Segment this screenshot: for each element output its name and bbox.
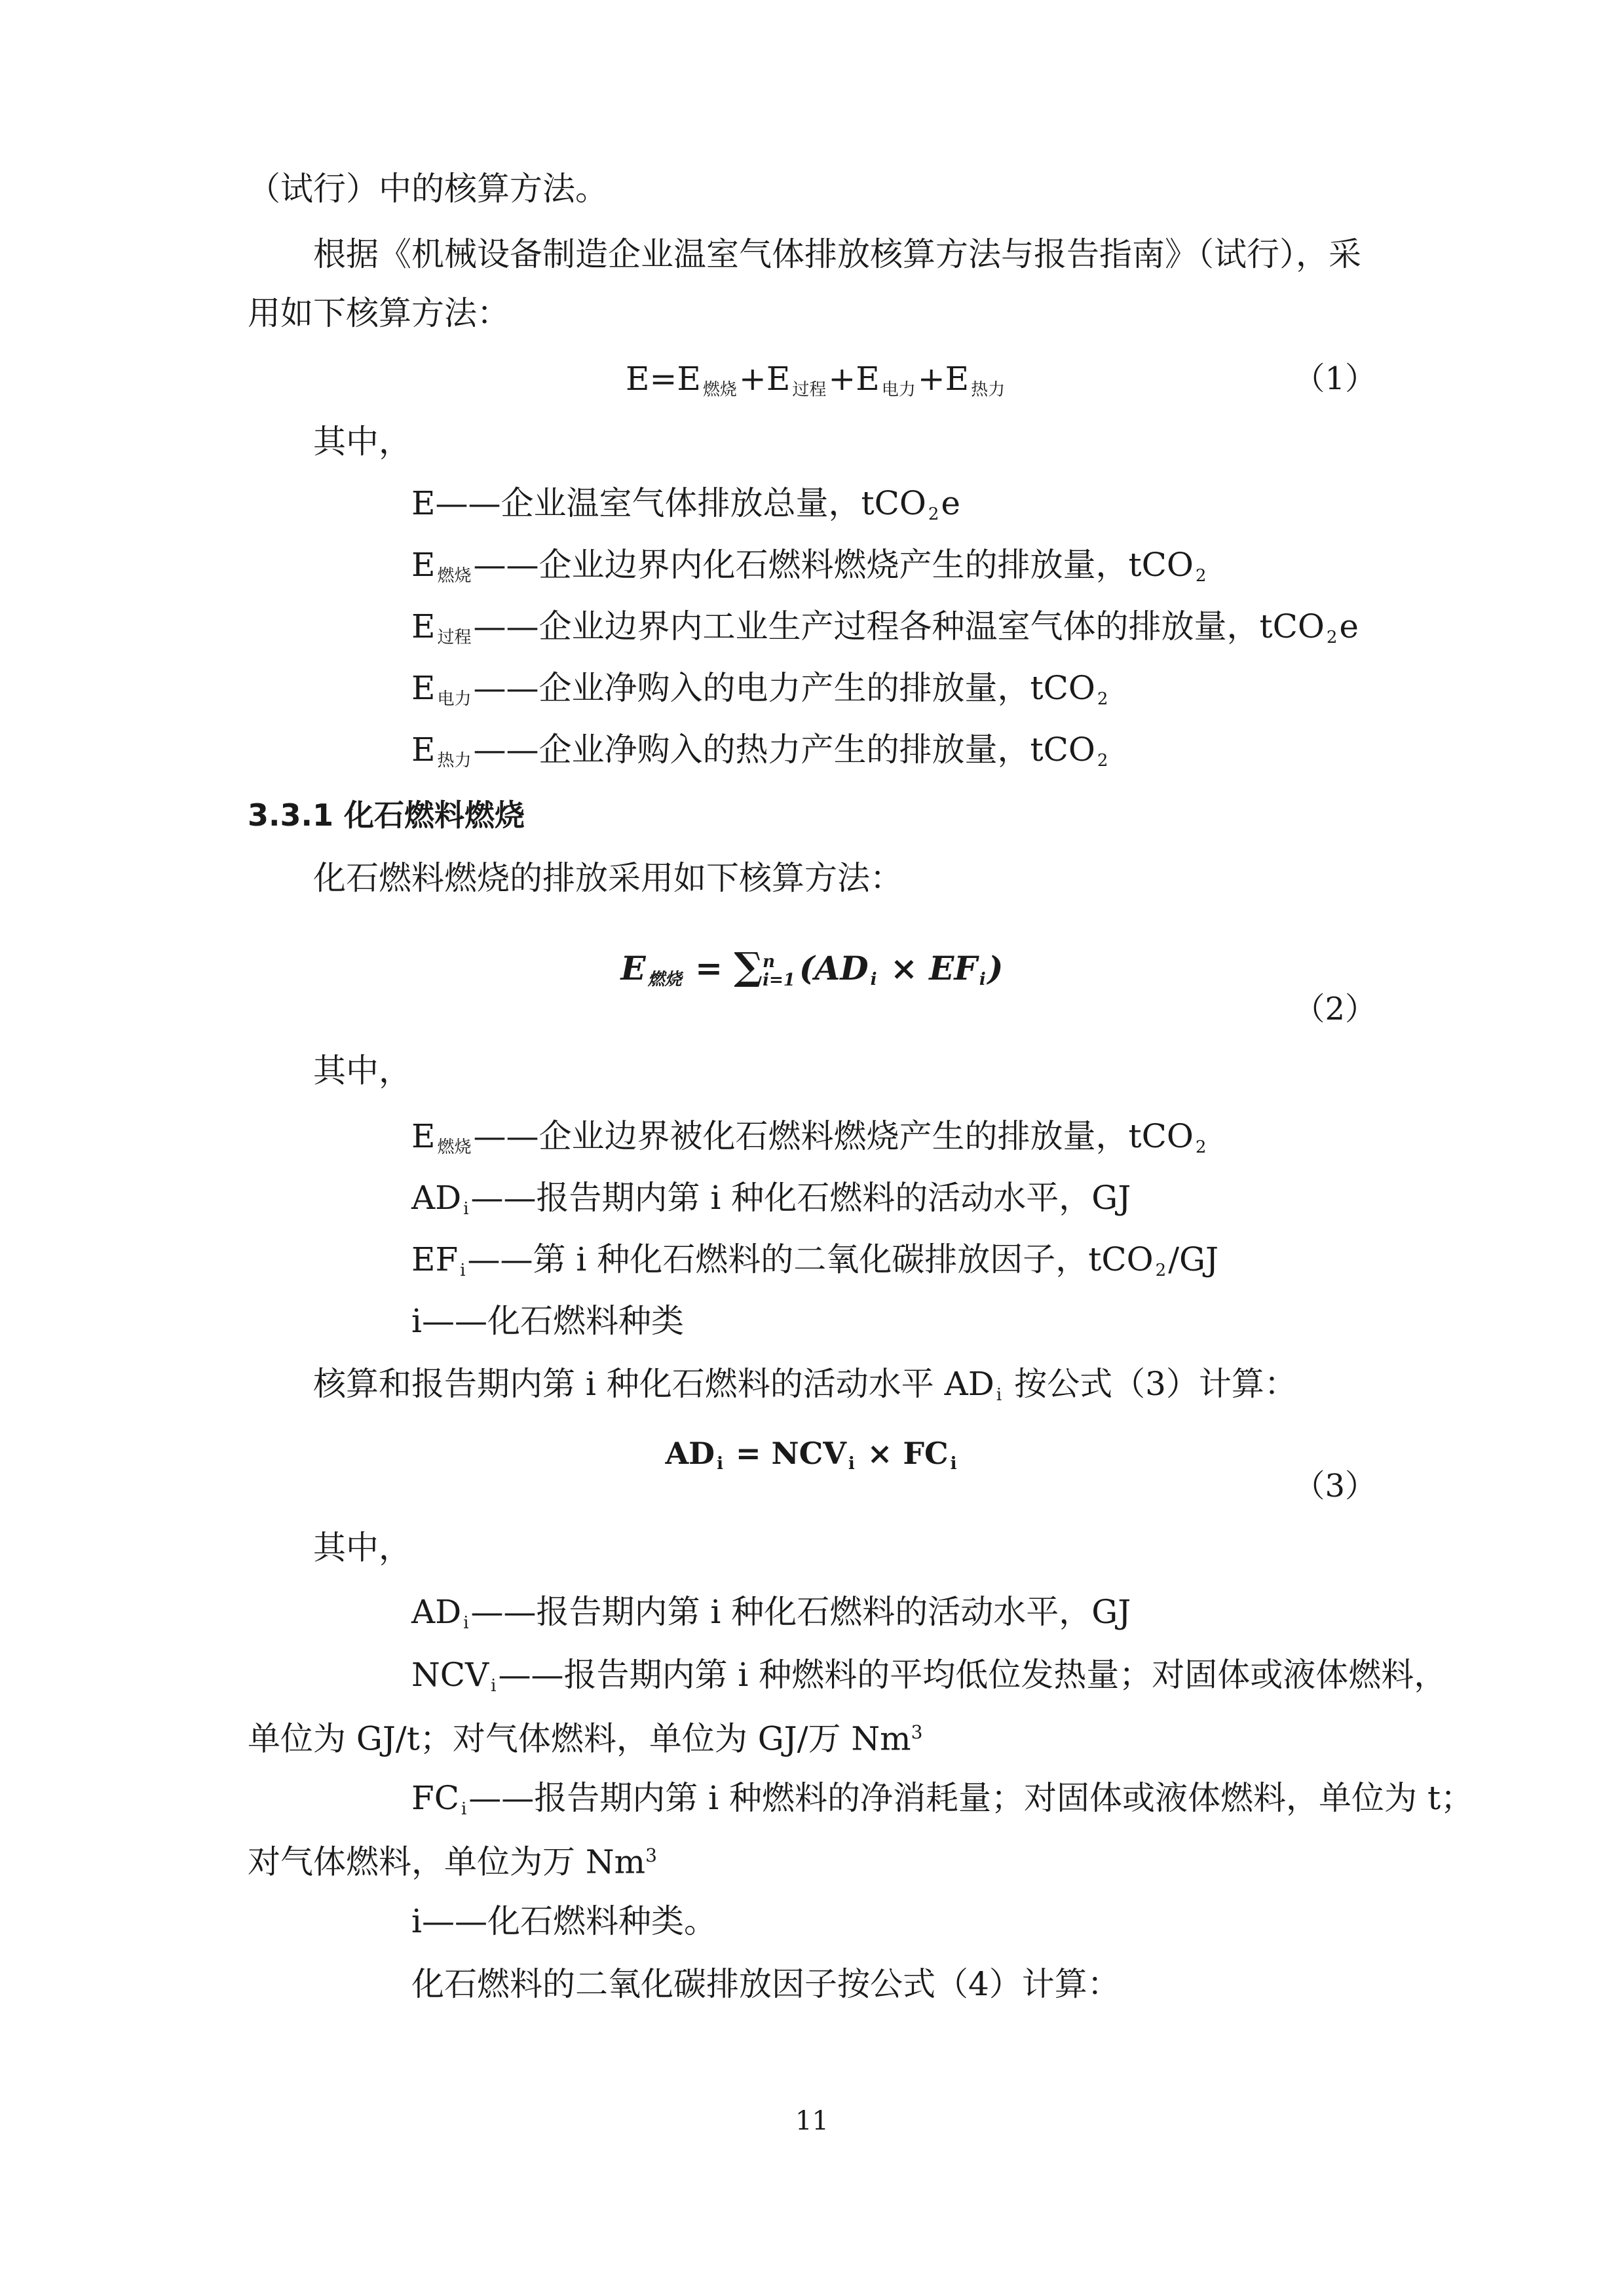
definition-line: NCV i——报告期内第 i 种燃料的平均低位发热量；对固体或液体燃料， — [411, 1656, 1447, 1696]
definition-line: E燃烧——企业边界被化石燃料燃烧产生的排放量，tCO 2 — [411, 1117, 1207, 1157]
equation-2: E燃烧 = ∑ n i=1 (AD i × EF i) — [620, 944, 1004, 990]
definition-line: E燃烧——企业边界内化石燃料燃烧产生的排放量，tCO 2 — [411, 546, 1207, 586]
where-label: 其中， — [313, 423, 411, 461]
where-label: 其中， — [313, 1529, 411, 1567]
definition-line: E过程——企业边界内工业生产过程各种温室气体的排放量，tCO 2e — [411, 607, 1359, 647]
equation-number: （3） — [1293, 1468, 1376, 1504]
definition-line: E热力——企业净购入的热力产生的排放量，tCO 2 — [411, 731, 1108, 771]
definition-line: AD i——报告期内第 i 种化石燃料的活动水平，GJ — [411, 1593, 1131, 1633]
equation-1: E=E 燃烧+E 过程+E 电力+E 热力 — [626, 360, 1006, 400]
where-label: 其中， — [313, 1052, 411, 1090]
definition-line: E电力——企业净购入的电力产生的排放量，tCO 2 — [411, 669, 1108, 709]
definition-line: AD i——报告期内第 i 种化石燃料的活动水平，GJ — [411, 1179, 1131, 1219]
definition-line: 单位为 GJ/t；对气体燃料，单位为 GJ/万 Nm$^3$ — [248, 1719, 923, 1758]
body-text-line: 化石燃料燃烧的排放采用如下核算方法： — [313, 859, 903, 897]
page-number: 11 — [795, 2106, 829, 2136]
body-text-line: 用如下核算方法： — [248, 294, 510, 332]
equation-3: AD i = NCV i × FC i — [665, 1436, 957, 1474]
body-text-line: 根据《机械设备制造企业温室气体排放核算方法与报告指南》（试行），采 — [313, 235, 1361, 273]
body-text-line: 核算和报告期内第 i 种化石燃料的活动水平 AD i 按公式（3）计算： — [313, 1365, 1297, 1405]
definition-line: i——化石燃料种类 — [411, 1302, 684, 1340]
definition-line: FC i——报告期内第 i 种燃料的净消耗量；对固体或液体燃料，单位为 t； — [411, 1779, 1474, 1819]
definition-line: 对气体燃料，单位为万 Nm$^3$ — [248, 1843, 657, 1881]
section-heading: 3.3.1 化石燃料燃烧 — [248, 797, 525, 833]
definition-line: E——企业温室气体排放总量，tCO 2e — [411, 484, 960, 524]
definition-line: i——化石燃料种类。 — [411, 1902, 717, 1940]
body-text-line: 化石燃料的二氧化碳排放因子按公式（4）计算： — [411, 1965, 1120, 2003]
definition-line: EF i——第 i 种化石燃料的二氧化碳排放因子，tCO 2/GJ — [411, 1240, 1219, 1280]
equation-number: （2） — [1293, 991, 1376, 1027]
equation-number: （1） — [1293, 360, 1376, 397]
body-text-line: （试行）中的核算方法。 — [248, 170, 608, 208]
